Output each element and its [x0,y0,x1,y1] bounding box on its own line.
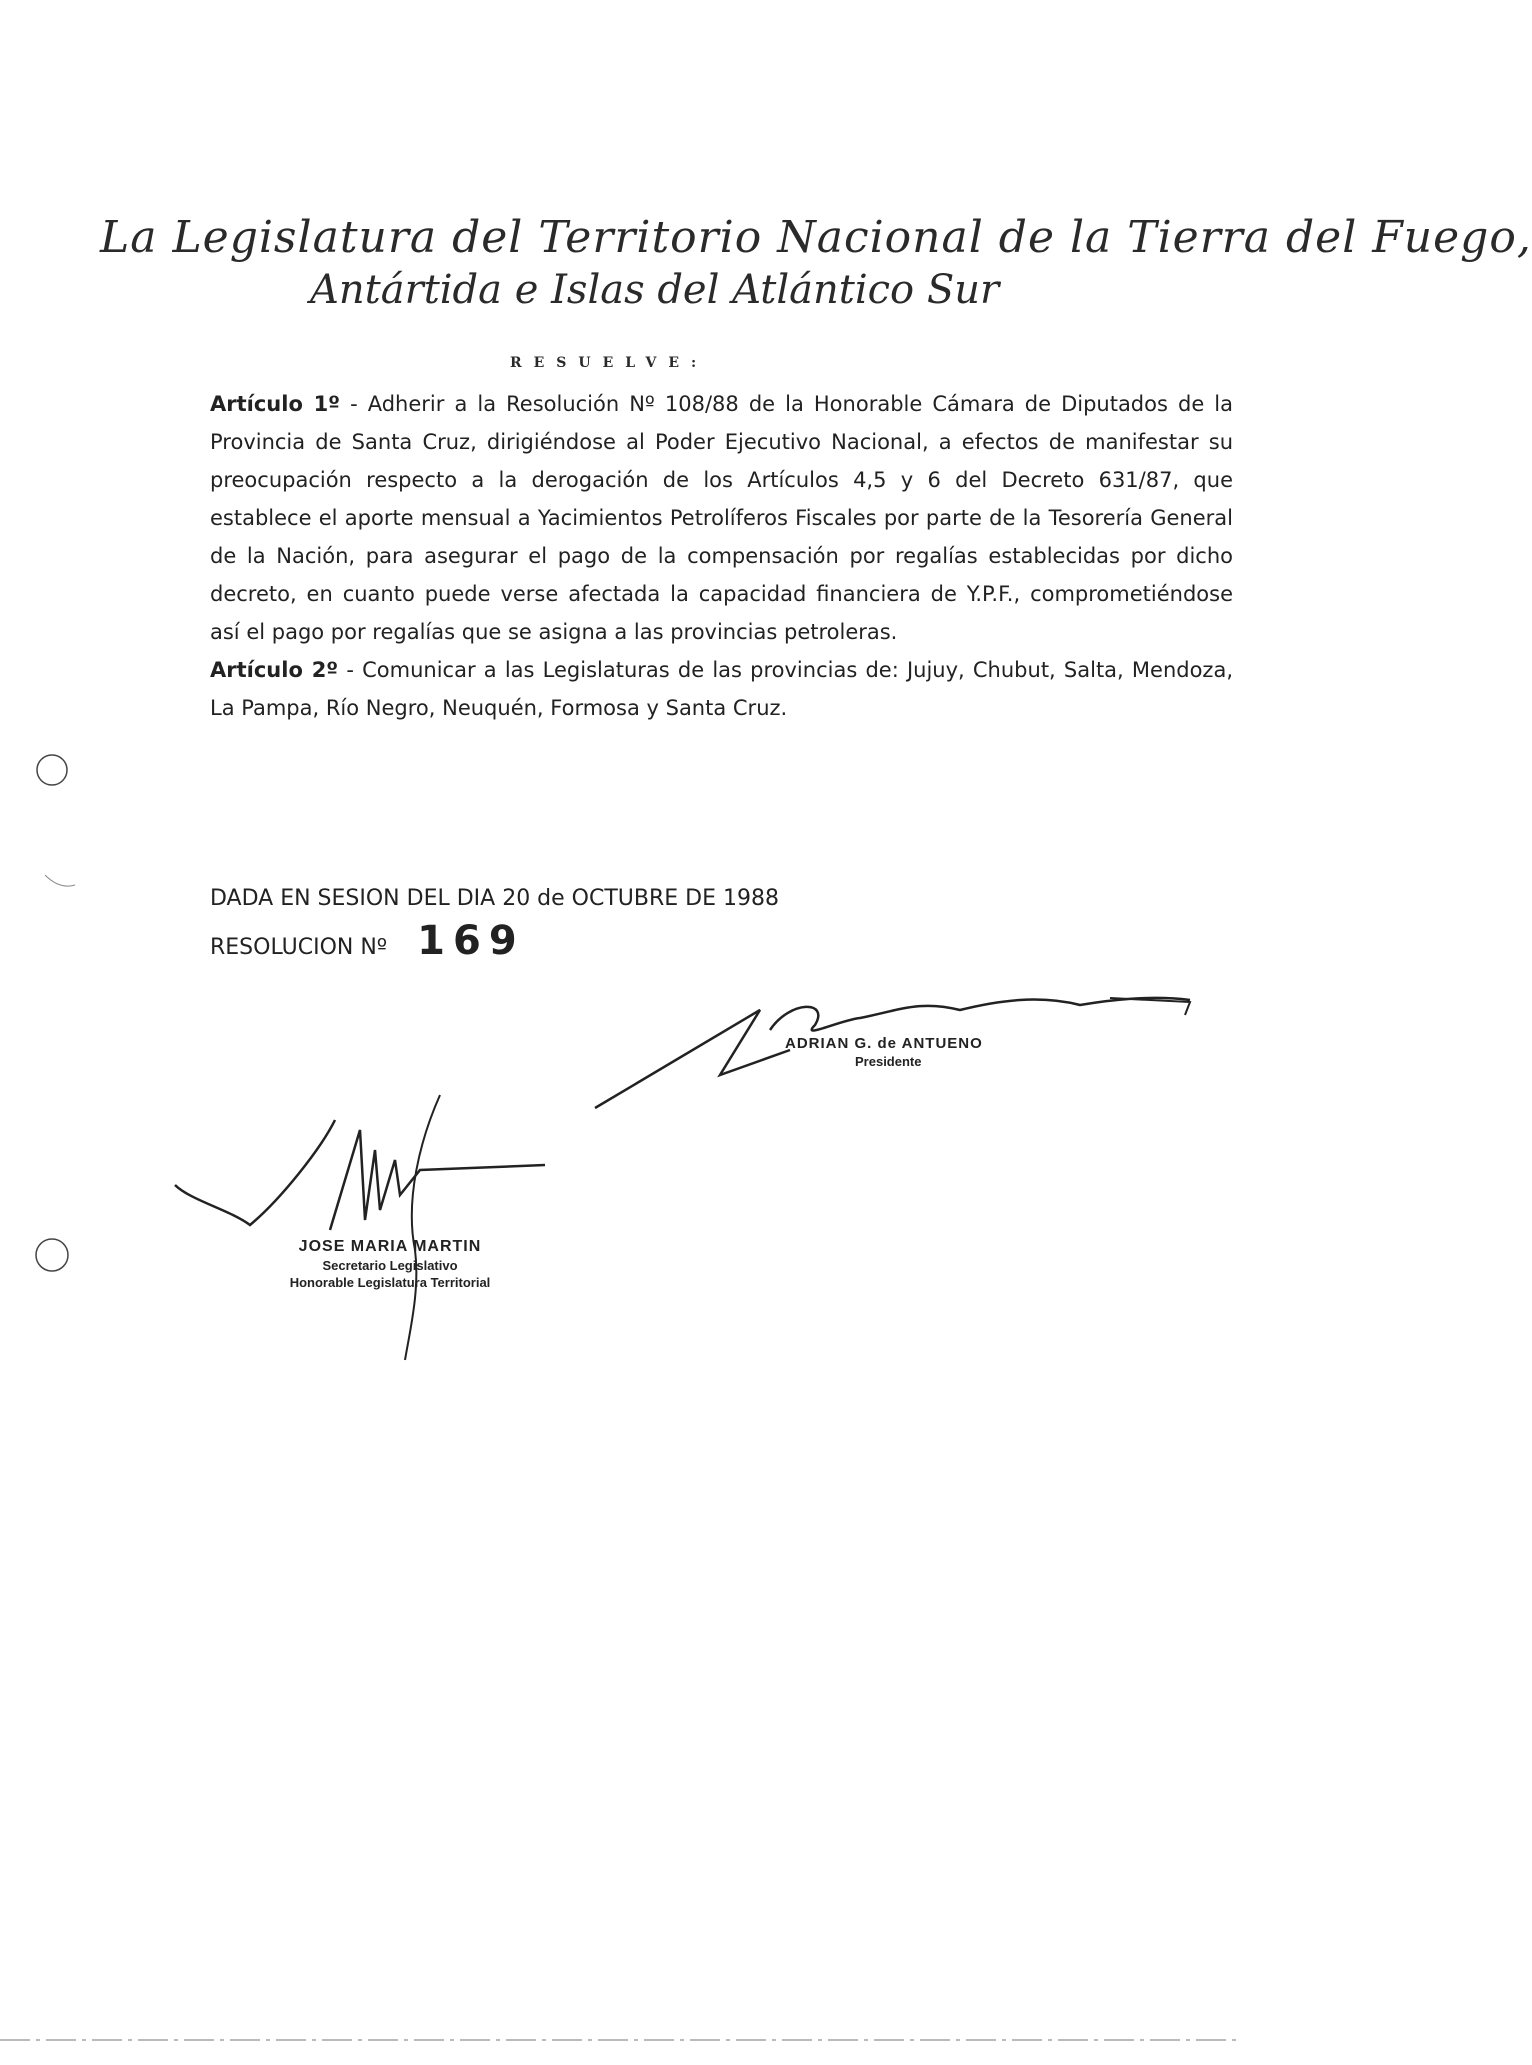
scan-edge-mark [45,875,75,886]
session-date: DADA EN SESION DEL DIA 20 de OCTUBRE DE 1988 [210,886,779,911]
secretary-title: Secretario Legislativo [322,1258,458,1273]
president-title: Presidente [855,1054,922,1069]
punch-hole-mark-lower [36,1239,68,1271]
president-signature-tail [1110,998,1190,1015]
president-signature-block [785,1035,983,1069]
resuelve-heading: RESUELVE: [510,355,709,371]
article-1-label: Artículo 1º [210,392,341,416]
article-1-text: - Adherir a la Resolución Nº 108/88 de la Honorable Cámara de Diputados de la Provincia de Santa Cruz, dirigiéndose al Poder Ejecutivo Nacional, a efectos de manifestar su preocupación respecto a la derogación de los Artículos 4,5 y 6 del Decreto 631/87, que establece el aporte mensual a Yacimientos Petrolíferos Fiscales por parte de la Tesorería General de la Nación, para asegurar el pago de la compensación por regalías establecidas por dicho decreto, en cuanto puede verse afectada la capacidad financiera de Y.P.F., comprometiéndose así el pago por regalías que se asigna a las provincias petroleras. [210,392,1233,644]
article-1 [210,385,1233,651]
articles-body [210,385,1233,727]
legislature-header [100,212,1532,313]
header-line-1: La Legislatura del Territorio Nacional de la Tierra del Fuego, [100,212,1532,263]
president-signature-scrawl [770,998,1190,1031]
article-2-text: - Comunicar a las Legislaturas de las provincias de: Jujuy, Chubut, Salta, Mendoza, La Pampa, Río Negro, Neuquén, Formosa y Santa Cruz. [210,658,1234,720]
resolution-number: 169 [417,918,525,964]
resolution-number-row [210,918,525,964]
secretary-signature-loop [175,1120,335,1225]
president-name: ADRIAN G. de ANTUENO [785,1035,983,1052]
article-2 [210,651,1233,727]
article-2-label: Artículo 2º [210,658,339,682]
punch-hole-mark-upper [37,755,67,785]
secretary-signature-scrawl [330,1130,545,1230]
secretary-organization: Honorable Legislatura Territorial [289,1275,491,1290]
resolution-label: RESOLUCION Nº [210,935,388,960]
secretary-signature-descender [405,1095,440,1360]
secretary-signature-block [260,1238,520,1290]
header-line-2: Antártida e Islas del Atlántico Sur [310,267,1000,313]
secretary-name: JOSE MARIA MARTIN [298,1238,482,1255]
president-signature-stroke [595,1010,790,1108]
